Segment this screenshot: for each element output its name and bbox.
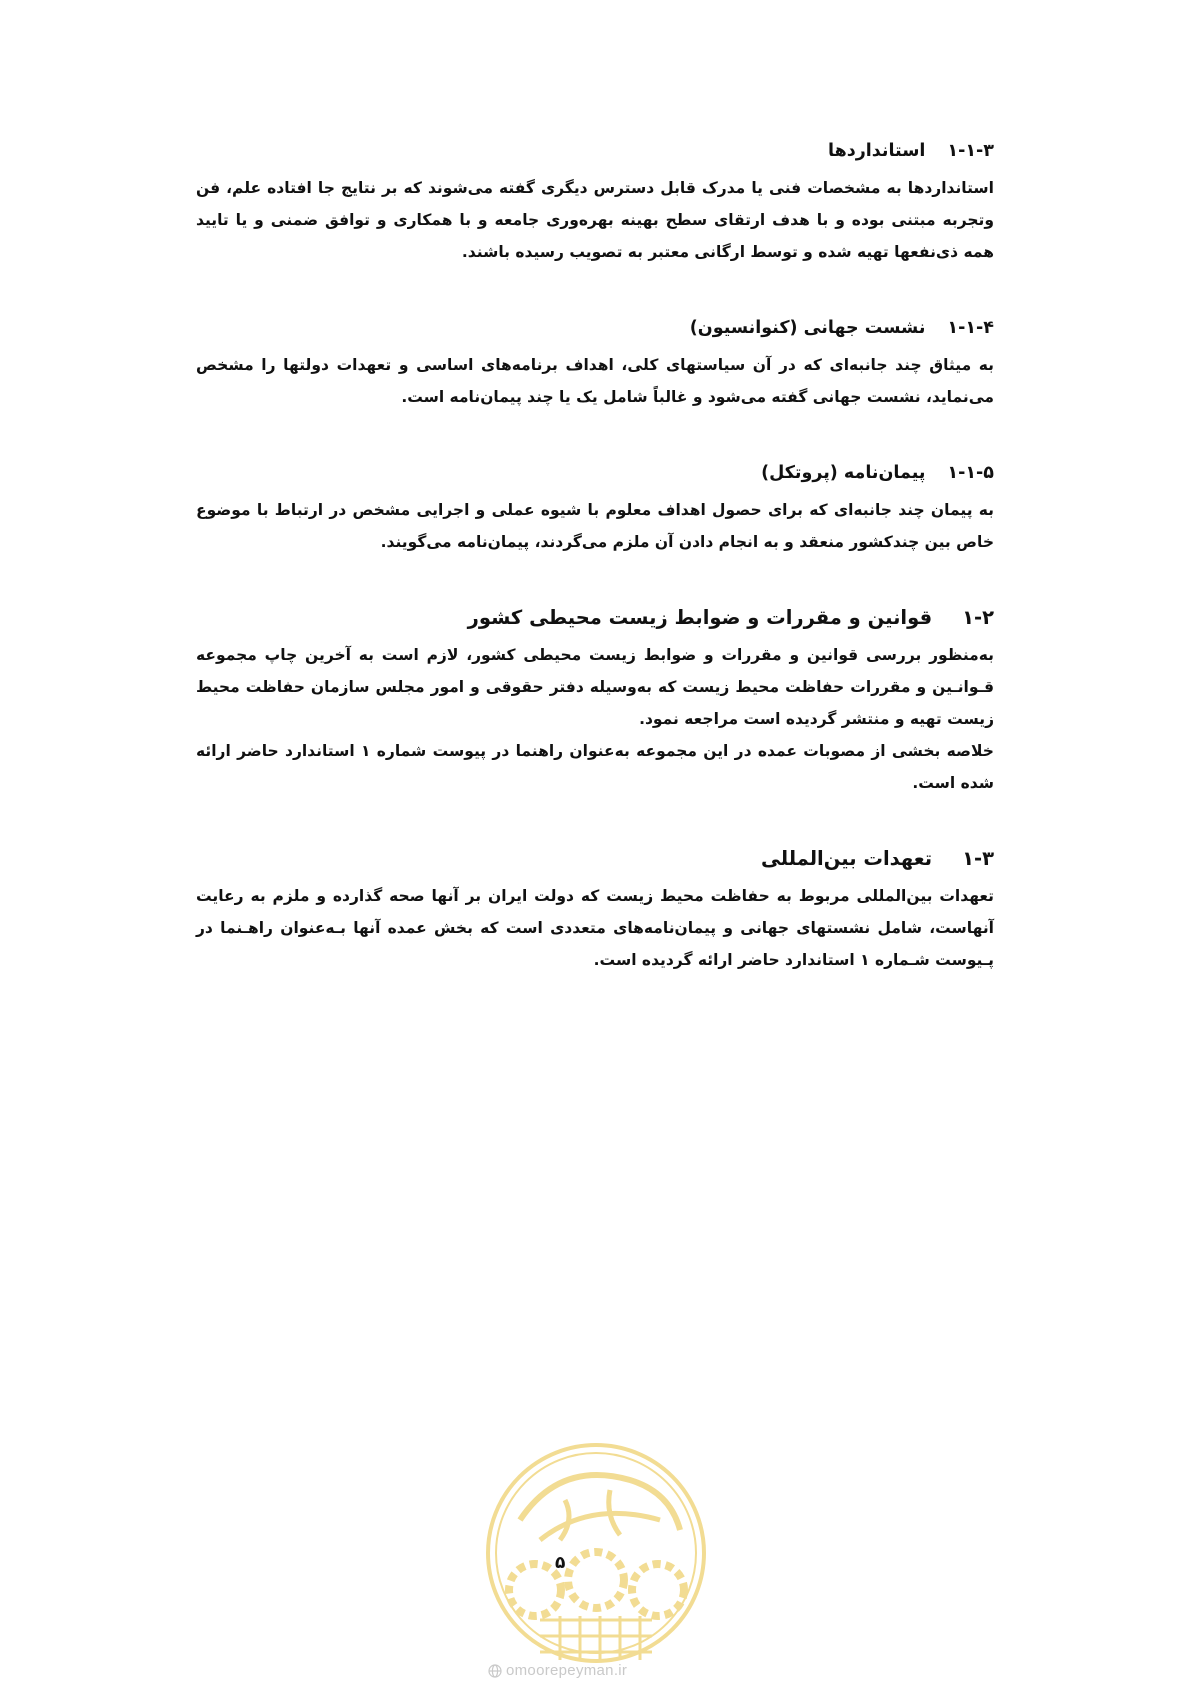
section-protocol [196, 457, 994, 558]
section-heading [196, 843, 994, 875]
section-number: ۱-۱-۳ [947, 141, 994, 161]
paragraph: به میثاق چند جانبه‌ای که در آن سیاستهای کلی، اهداف برنامه‌های اساسی و تعهدات دولتها را مشخص می‌نماید، نشست جهانی گفته می‌شود و غالباً شامل یک یا چند پیمان‌نامه است. [196, 356, 994, 406]
section-heading [196, 457, 994, 489]
section-number: ۱-۱-۵ [947, 463, 994, 483]
section-title: قوانین و مقررات و ضوابط زیست محیطی کشور [467, 606, 933, 629]
globe-icon [488, 1664, 502, 1678]
seal-logo [480, 1440, 712, 1666]
section-heading [196, 602, 994, 634]
section-number: ۱-۱-۴ [947, 318, 994, 338]
paragraph: استانداردها به مشخصات فنی یا مدرک قابل دسترس دیگری گفته می‌شوند که بر نتایج جا افتاده علم، فن وتجربه مبتنی بوده و با هدف ارتقای سطح بهینه بهره‌وری جامعه و با همکاری و توافق ضمنی و یا تایید همه ذی‌نفعها تهیه شده و توسط ارگانی معتبر به تصویب رسیده باشند. [196, 179, 994, 261]
paragraph: تعهدات بین‌المللی مربوط به حفاظت محیط زیست که دولت ایران بر آنها صحه گذارده و ملزم به رعایت آنهاست، شامل نشستهای جهانی و پیمان‌نامه‌های متعددی است که بخش عمده آنها بـه‌عنوان راهـنما در پـیوست شـماره ۱ استاندارد حاضر ارائه گردیده است. [196, 887, 994, 969]
paragraph: به پیمان چند جانبه‌ای که برای حصول اهداف معلوم با شیوه عملی و اجرایی مشخص در ارتباط با موضوع خاص بین چندکشور منعقد و به انجام دادن آن ملزم می‌گردند، پیمان‌نامه می‌گویند. [196, 501, 994, 551]
section-title: استانداردها [828, 141, 926, 161]
paragraph: به‌منظور بررسی قوانین و مقررات و ضوابط زیست محیطی کشور، لازم است به آخرین چاپ مجموعه قـوانـین و مقررات حفاظت محیط زیست که به‌وسیله دفتر حقوقی و امور مجلس سازمان حفاظت محیط زیست تهیه و منتشر گردیده است مراجعه نمود. [196, 646, 994, 728]
section-international-commitments [196, 843, 994, 976]
section-number: ۱-۳ [962, 847, 994, 870]
section-title: تعهدات بین‌المللی [761, 847, 933, 870]
section-title: نشست جهانی (کنوانسیون) [689, 318, 926, 338]
paragraph: خلاصه بخشی از مصوبات عمده در این مجموعه به‌عنوان راهنما در پیوست شماره ۱ استاندارد حاضر ارائه شده است. [196, 742, 994, 792]
section-convention [196, 312, 994, 413]
website-watermark [488, 1662, 627, 1679]
section-number: ۱-۲ [962, 606, 994, 629]
document-body [196, 135, 994, 1020]
section-title: پیمان‌نامه (پروتکل) [761, 463, 926, 483]
page-number: ۵ [555, 1553, 566, 1573]
section-laws-regulations [196, 602, 994, 799]
section-heading [196, 312, 994, 344]
section-heading [196, 135, 994, 167]
watermark-text: omoorepeyman.ir [506, 1662, 628, 1679]
section-standards [196, 135, 994, 268]
